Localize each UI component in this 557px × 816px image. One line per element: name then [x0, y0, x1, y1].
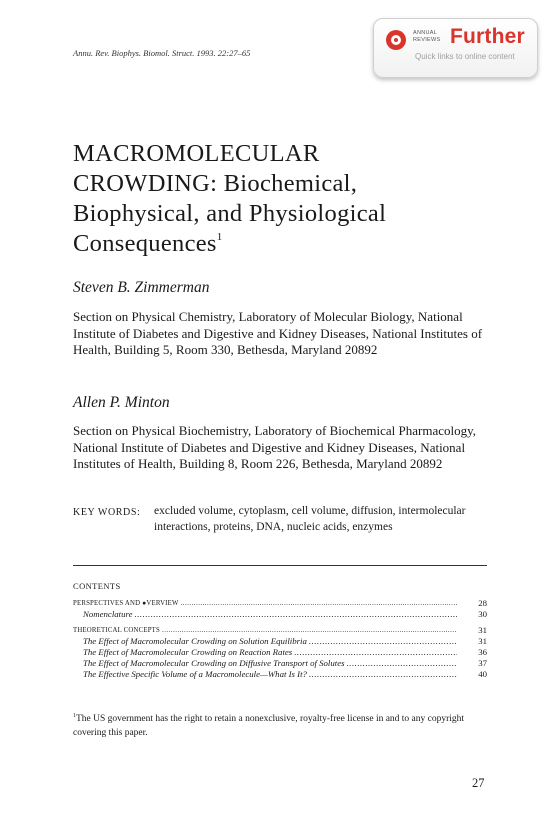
toc-page: 36 [478, 647, 487, 657]
annual-reviews-logo-icon [386, 30, 406, 50]
journal-citation: Annu. Rev. Biophys. Biomol. Struct. 1993. 22:27–65 [73, 48, 251, 58]
further-label: Further [450, 25, 525, 48]
toc-label: THEORETICAL CONCEPTS ..... [73, 625, 457, 636]
toc-page: 31 [478, 636, 487, 646]
title-line: Biophysical, and Physiological [73, 200, 387, 227]
toc-entry[interactable] [73, 636, 487, 647]
further-badge[interactable] [373, 18, 538, 78]
annual-reviews-label: ANNUAL REVIEWS [413, 30, 441, 43]
toc-entry[interactable] [73, 625, 487, 636]
table-of-contents [73, 598, 487, 680]
toc-entry[interactable] [73, 669, 487, 680]
toc-entry[interactable] [73, 598, 487, 609]
toc-label: PERSPECTIVES AND ●VERVIEW ..... [73, 598, 457, 609]
toc-label: The Effective Specific Volume of a Macromolecule—What Is It? ..... [83, 669, 457, 680]
author-affiliation: Section on Physical Chemistry, Laboratory of Molecular Biology, National Institute of Diabetes and Digestive and Kidney Diseases, National Institutes of Health, Building 5, Room 330, Bethesda, Maryland 20892 [73, 309, 483, 357]
author-affiliation: Section on Physical Biochemistry, Laboratory of Biochemical Pharmacology, National Institute of Diabetes and Digestive and Kidney Diseases, National Institutes of Health, Building 8, Room 226, Bethesda, Maryland 20892 [73, 423, 477, 471]
title-line [73, 229, 473, 259]
footnote-mark: 1 [73, 713, 76, 719]
footnote [73, 712, 489, 740]
further-subtitle: Quick links to online content [415, 52, 515, 61]
title-footnote-mark: 1 [216, 231, 223, 243]
footnote-text: The US government has the right to retain a nonexclusive, royalty-free license in and to any copyright covering this paper. [73, 714, 465, 738]
toc-entry[interactable] [73, 609, 487, 620]
toc-page: 40 [478, 669, 487, 679]
toc-entry[interactable] [73, 658, 487, 669]
title-line: MACROMOLECULAR [73, 140, 320, 167]
author-name: Steven B. Zimmerman [73, 279, 210, 296]
section-divider [73, 565, 487, 566]
title-line: CROWDING: Biochemical, [73, 170, 358, 197]
author-name: Allen P. Minton [73, 394, 170, 411]
toc-label: The Effect of Macromolecular Crowding on Diffusive Transport of Solutes ..... [83, 658, 457, 669]
page-number: 27 [472, 776, 485, 790]
toc-label: The Effect of Macromolecular Crowding on Solution Equilibria ..... [83, 636, 457, 647]
keywords-text: excluded volume, cytoplasm, cell volume, diffusion, intermolecular interactions, proteins, DNA, nucleic acids, enzymes [154, 505, 466, 533]
toc-page: 30 [478, 609, 487, 619]
toc-entry[interactable] [73, 647, 487, 658]
article-title [73, 139, 473, 259]
toc-label: The Effect of Macromolecular Crowding on Reaction Rates ..... [83, 647, 457, 658]
toc-page: 31 [478, 625, 487, 635]
toc-label: Nomenclature ..... [83, 609, 457, 620]
toc-page: 37 [478, 658, 487, 668]
toc-page: 28 [478, 598, 487, 608]
keywords-label: KEY WORDS: [73, 507, 141, 518]
contents-heading: CONTENTS [73, 581, 121, 591]
title-line-text: Consequences [73, 230, 217, 257]
